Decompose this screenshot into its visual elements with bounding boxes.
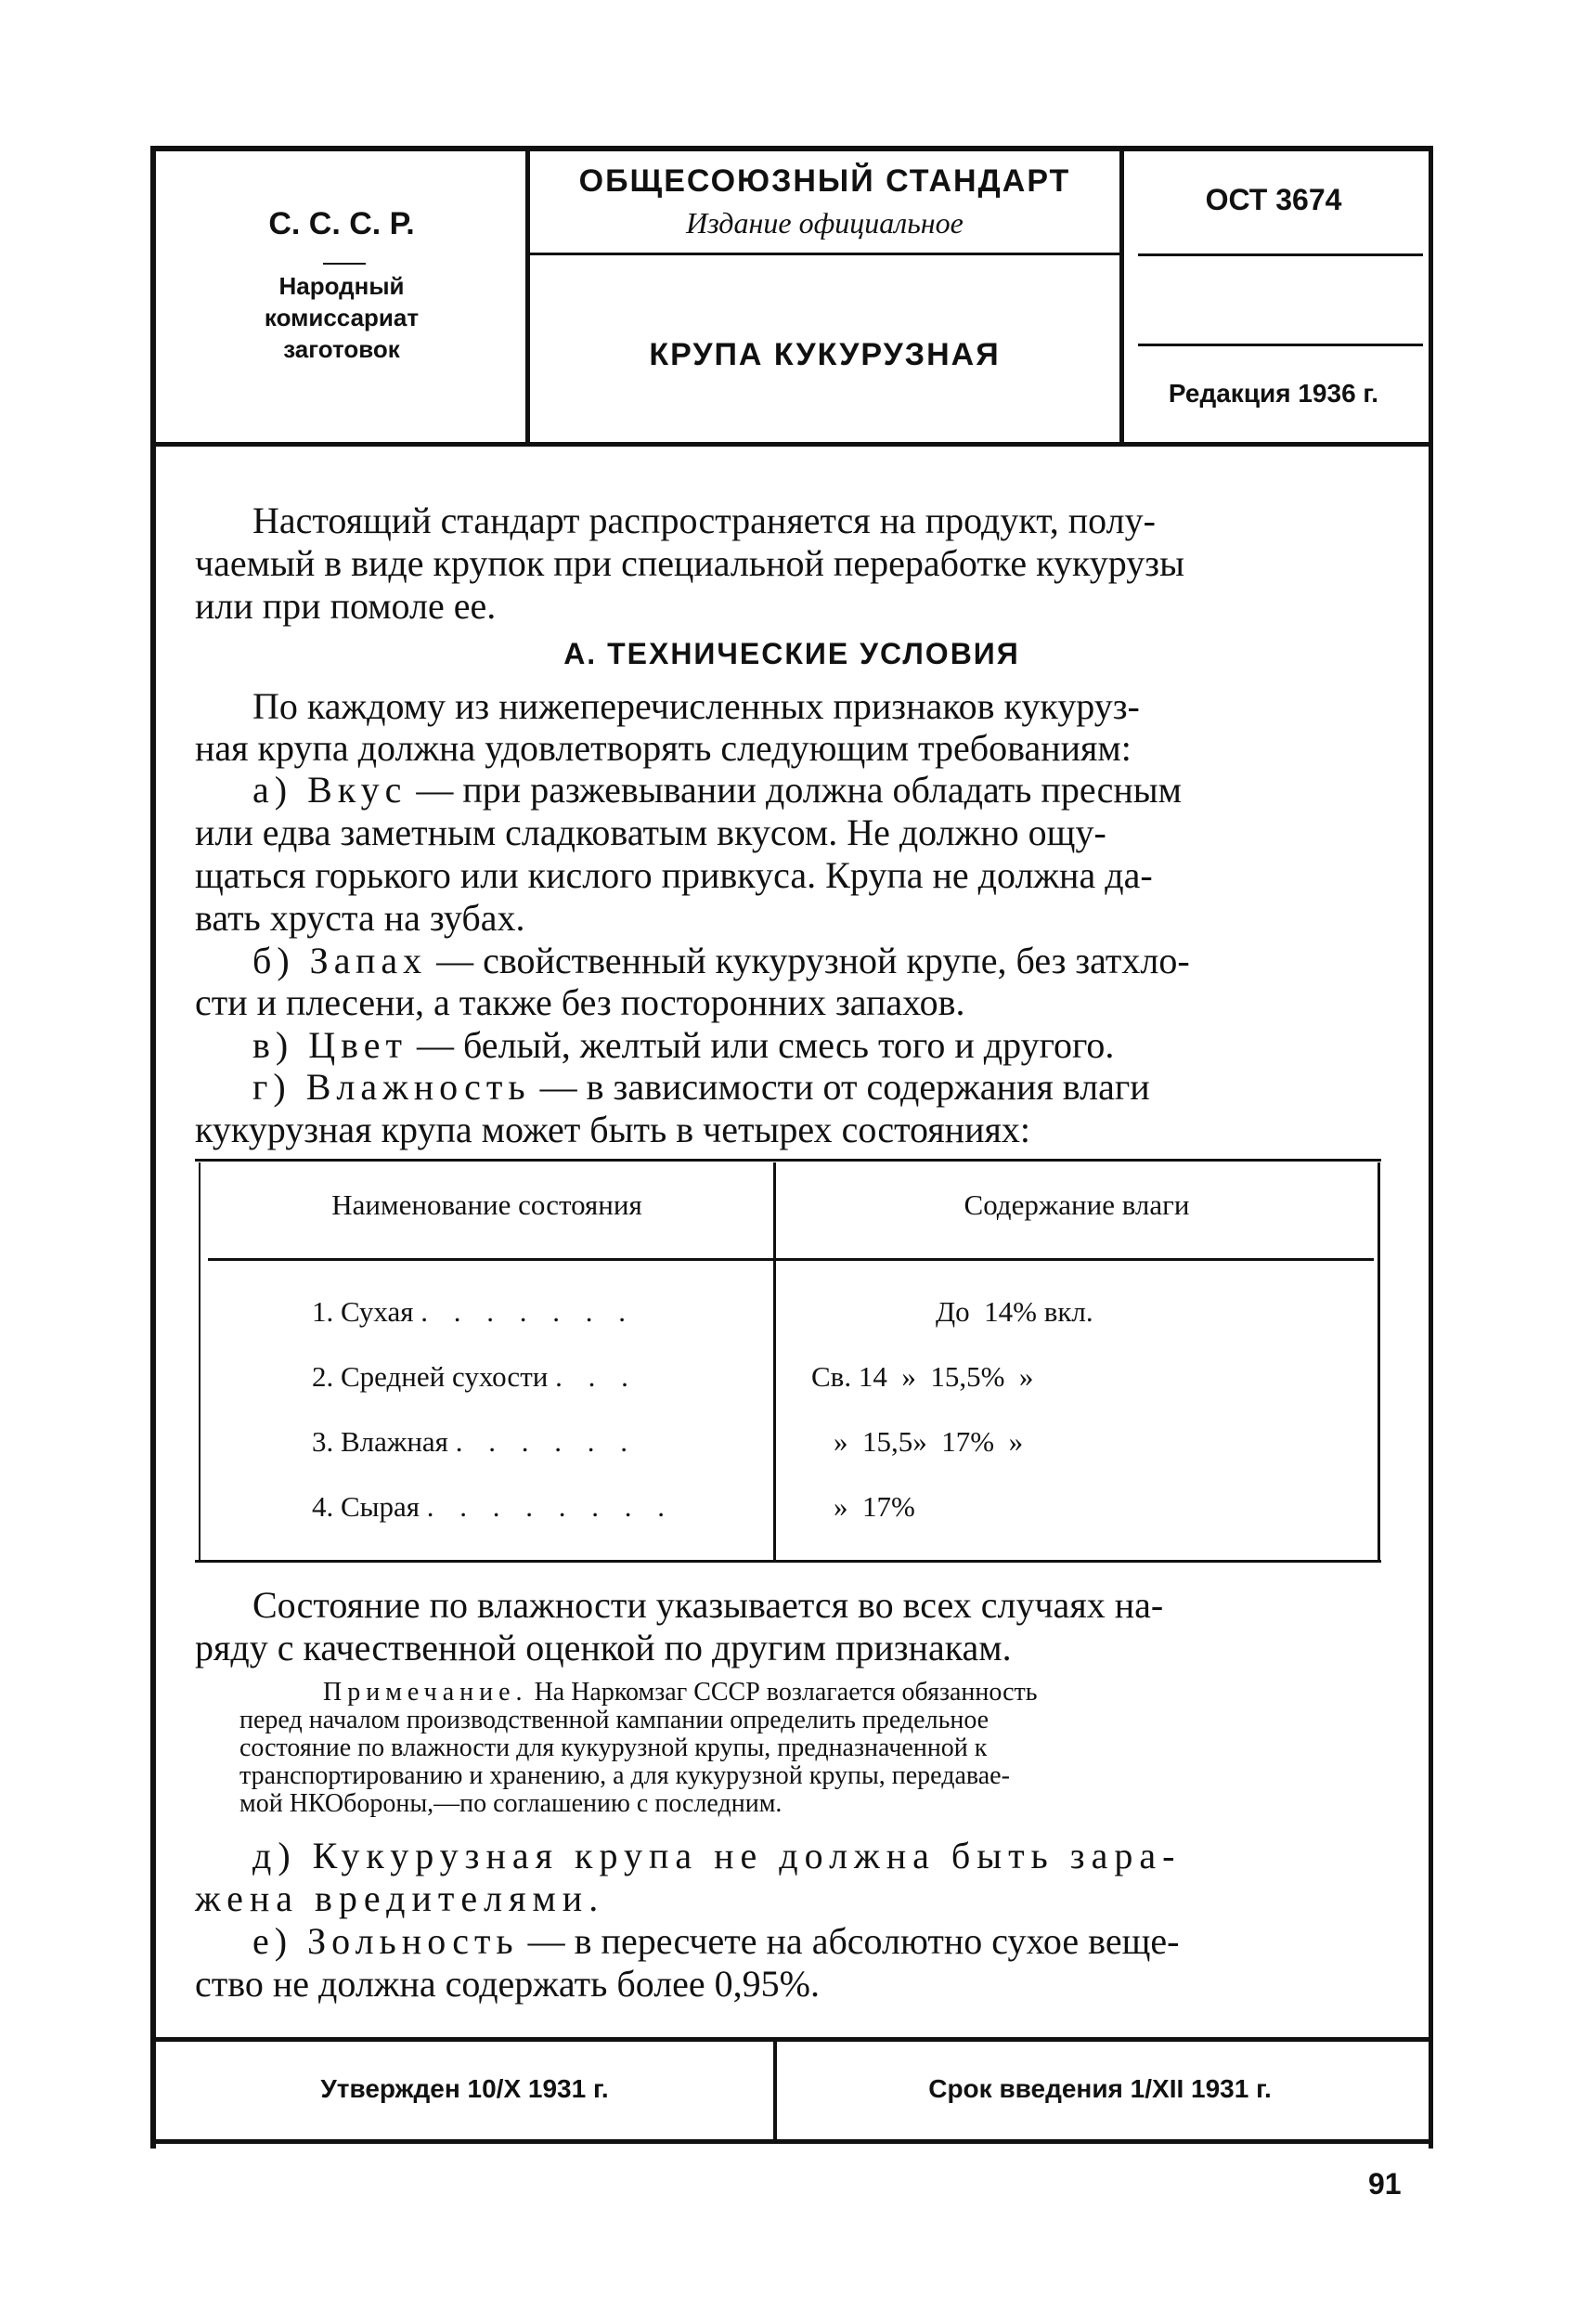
table-row-4-value: » 17% bbox=[834, 1490, 915, 1523]
table-row-1-value: До 14% вкл. bbox=[936, 1295, 1093, 1328]
item-d-line-2: кукурузная крупа может быть в четырех состояниях: bbox=[195, 1109, 1030, 1150]
section-a-lead-1: По каждому из нижеперечисленных признаков кукуруз- bbox=[252, 685, 1140, 727]
intro-line-2: чаемый в виде крупок при специальной переработке кукурузы bbox=[195, 542, 1184, 584]
item-a-line-2: или едва заметным сладковатым вкусом. Не должно ощу- bbox=[195, 811, 1106, 853]
table-row-3-value: » 15,5» 17% » bbox=[834, 1425, 1024, 1458]
intro-line-1: Настоящий стандарт распространяется на продукт, полу- bbox=[252, 500, 1156, 541]
note-line-3: состояние по влажности для кукурузной крупы, предназначенной к bbox=[239, 1733, 988, 1762]
header-bottom-rule bbox=[150, 442, 1433, 447]
item-a-line-4: вать хруста на зубах. bbox=[195, 897, 525, 939]
table-left-border bbox=[199, 1162, 200, 1560]
table-row-4-name bbox=[312, 1490, 674, 1524]
footer-top-rule bbox=[150, 2037, 1433, 2042]
item-b-label: б) Запах bbox=[252, 940, 428, 981]
item-d-label: г) Влажность bbox=[252, 1066, 531, 1108]
table-row-1-name bbox=[312, 1295, 635, 1329]
after-table-line-1: Состояние по влажности указывается во всех случаях на- bbox=[252, 1584, 1164, 1626]
item-c-line-1 bbox=[252, 1024, 1114, 1067]
header-mid-rule bbox=[530, 253, 1119, 255]
item-b-line-1 bbox=[252, 940, 1190, 982]
item-d-text: — в зависимости от содержания влаги bbox=[539, 1066, 1150, 1108]
standard-code: ОСТ 3674 bbox=[1205, 183, 1342, 216]
item-d2-line-1: д) Кукурузная крупа не должна быть зара- bbox=[252, 1835, 1182, 1876]
item-c-label: в) Цвет bbox=[252, 1024, 407, 1066]
approved-date: Утвержден 10/X 1931 г. bbox=[320, 2074, 609, 2103]
note-text-1: На Наркомзаг СССР возлагается обязанность bbox=[534, 1678, 1038, 1707]
product-title: КРУПА КУКУРУЗНАЯ bbox=[649, 337, 1001, 372]
table-row-2-dots: . . . bbox=[555, 1360, 638, 1393]
item-b-line-2: сти и плесени, а также без посторонних запахов. bbox=[195, 981, 965, 1023]
section-a-title: А. ТЕХНИЧЕСКИЕ УСЛОВИЯ bbox=[563, 637, 1020, 670]
standard-title: ОБЩЕСОЮЗНЫЙ СТАНДАРТ bbox=[578, 163, 1071, 199]
ministry-line-1: Народный bbox=[278, 272, 405, 300]
table-row-3-name bbox=[312, 1425, 637, 1459]
revision-label: Редакция 1936 г. bbox=[1168, 379, 1379, 408]
item-b-text: — свойственный кукурузной крупе, без затхло- bbox=[436, 940, 1190, 981]
table-header-name: Наименование состояния bbox=[331, 1188, 642, 1221]
table-header-rule bbox=[208, 1258, 1374, 1261]
code-rule-2 bbox=[1138, 344, 1423, 346]
edition-label: Издание официальное bbox=[686, 206, 964, 240]
note-line-2: перед началом производственной кампании определить предельное bbox=[239, 1706, 989, 1734]
item-d2-line-2: жена вредителями. bbox=[195, 1877, 605, 1919]
item-a-line-1 bbox=[252, 769, 1182, 811]
section-a-lead-2: ная крупа должна удовлетворять следующим требованиям: bbox=[195, 727, 1132, 769]
after-table-line-2: ряду с качественной оценкой по другим признакам. bbox=[195, 1627, 1012, 1668]
table-row-2-name bbox=[312, 1360, 638, 1394]
note-label: Примечание. bbox=[323, 1678, 528, 1707]
note-line-5: мой НКОбороны,—по соглашению с последним. bbox=[239, 1789, 783, 1818]
table-row-4-label: 4. Сырая bbox=[312, 1490, 420, 1523]
table-column-divider bbox=[773, 1162, 776, 1560]
table-bottom-rule bbox=[195, 1560, 1381, 1563]
footer-bottom-rule bbox=[150, 2139, 1433, 2144]
table-row-1-dots: . . . . . . . bbox=[420, 1295, 636, 1328]
ministry-line-2: комиссариат bbox=[264, 304, 420, 331]
effective-date: Срок введения 1/XII 1931 г. bbox=[928, 2074, 1272, 2103]
item-d-line-1 bbox=[252, 1066, 1150, 1109]
table-row-3-dots: . . . . . . bbox=[455, 1425, 637, 1458]
note-line-1 bbox=[323, 1679, 1038, 1707]
table-row-2-value: Св. 14 » 15,5% » bbox=[811, 1360, 1034, 1393]
item-a-text: — при разжевывании должна обладать пресным bbox=[416, 769, 1182, 811]
item-e-line-2: ство не должна содержать более 0,95%. bbox=[195, 1963, 820, 2005]
table-row-4-dots: . . . . . . . . bbox=[426, 1490, 675, 1523]
item-e-line-1 bbox=[252, 1920, 1179, 1963]
item-e-label: е) Зольность bbox=[252, 1920, 519, 1962]
item-a-label: а) Вкус bbox=[252, 769, 407, 811]
page-number: 91 bbox=[1368, 2167, 1402, 2201]
header-top-rule bbox=[150, 146, 1433, 151]
note-line-4: транспортированию и хранению, а для кукурузной крупы, передавае- bbox=[239, 1761, 1010, 1790]
item-a-line-3: щаться горького или кислого привкуса. Крупа не должна да- bbox=[195, 854, 1153, 896]
table-row-1-label: 1. Сухая bbox=[312, 1295, 414, 1328]
code-rule-1 bbox=[1138, 253, 1423, 256]
item-e-text: — в пересчете на абсолютно сухое веще- bbox=[527, 1920, 1180, 1962]
country-label: С. С. С. Р. bbox=[268, 206, 415, 241]
intro-line-3: или при помоле ее. bbox=[195, 585, 497, 627]
country-underline bbox=[323, 263, 366, 265]
table-header-moisture: Содержание влаги bbox=[964, 1188, 1190, 1221]
item-c-text: — белый, желтый или смесь того и другого. bbox=[416, 1024, 1115, 1066]
table-row-2-label: 2. Средней сухости bbox=[312, 1360, 549, 1393]
ministry-line-3: заготовок bbox=[283, 335, 400, 363]
table-top-rule bbox=[195, 1159, 1381, 1162]
table-right-border bbox=[1378, 1162, 1380, 1560]
table-row-3-label: 3. Влажная bbox=[312, 1425, 448, 1458]
